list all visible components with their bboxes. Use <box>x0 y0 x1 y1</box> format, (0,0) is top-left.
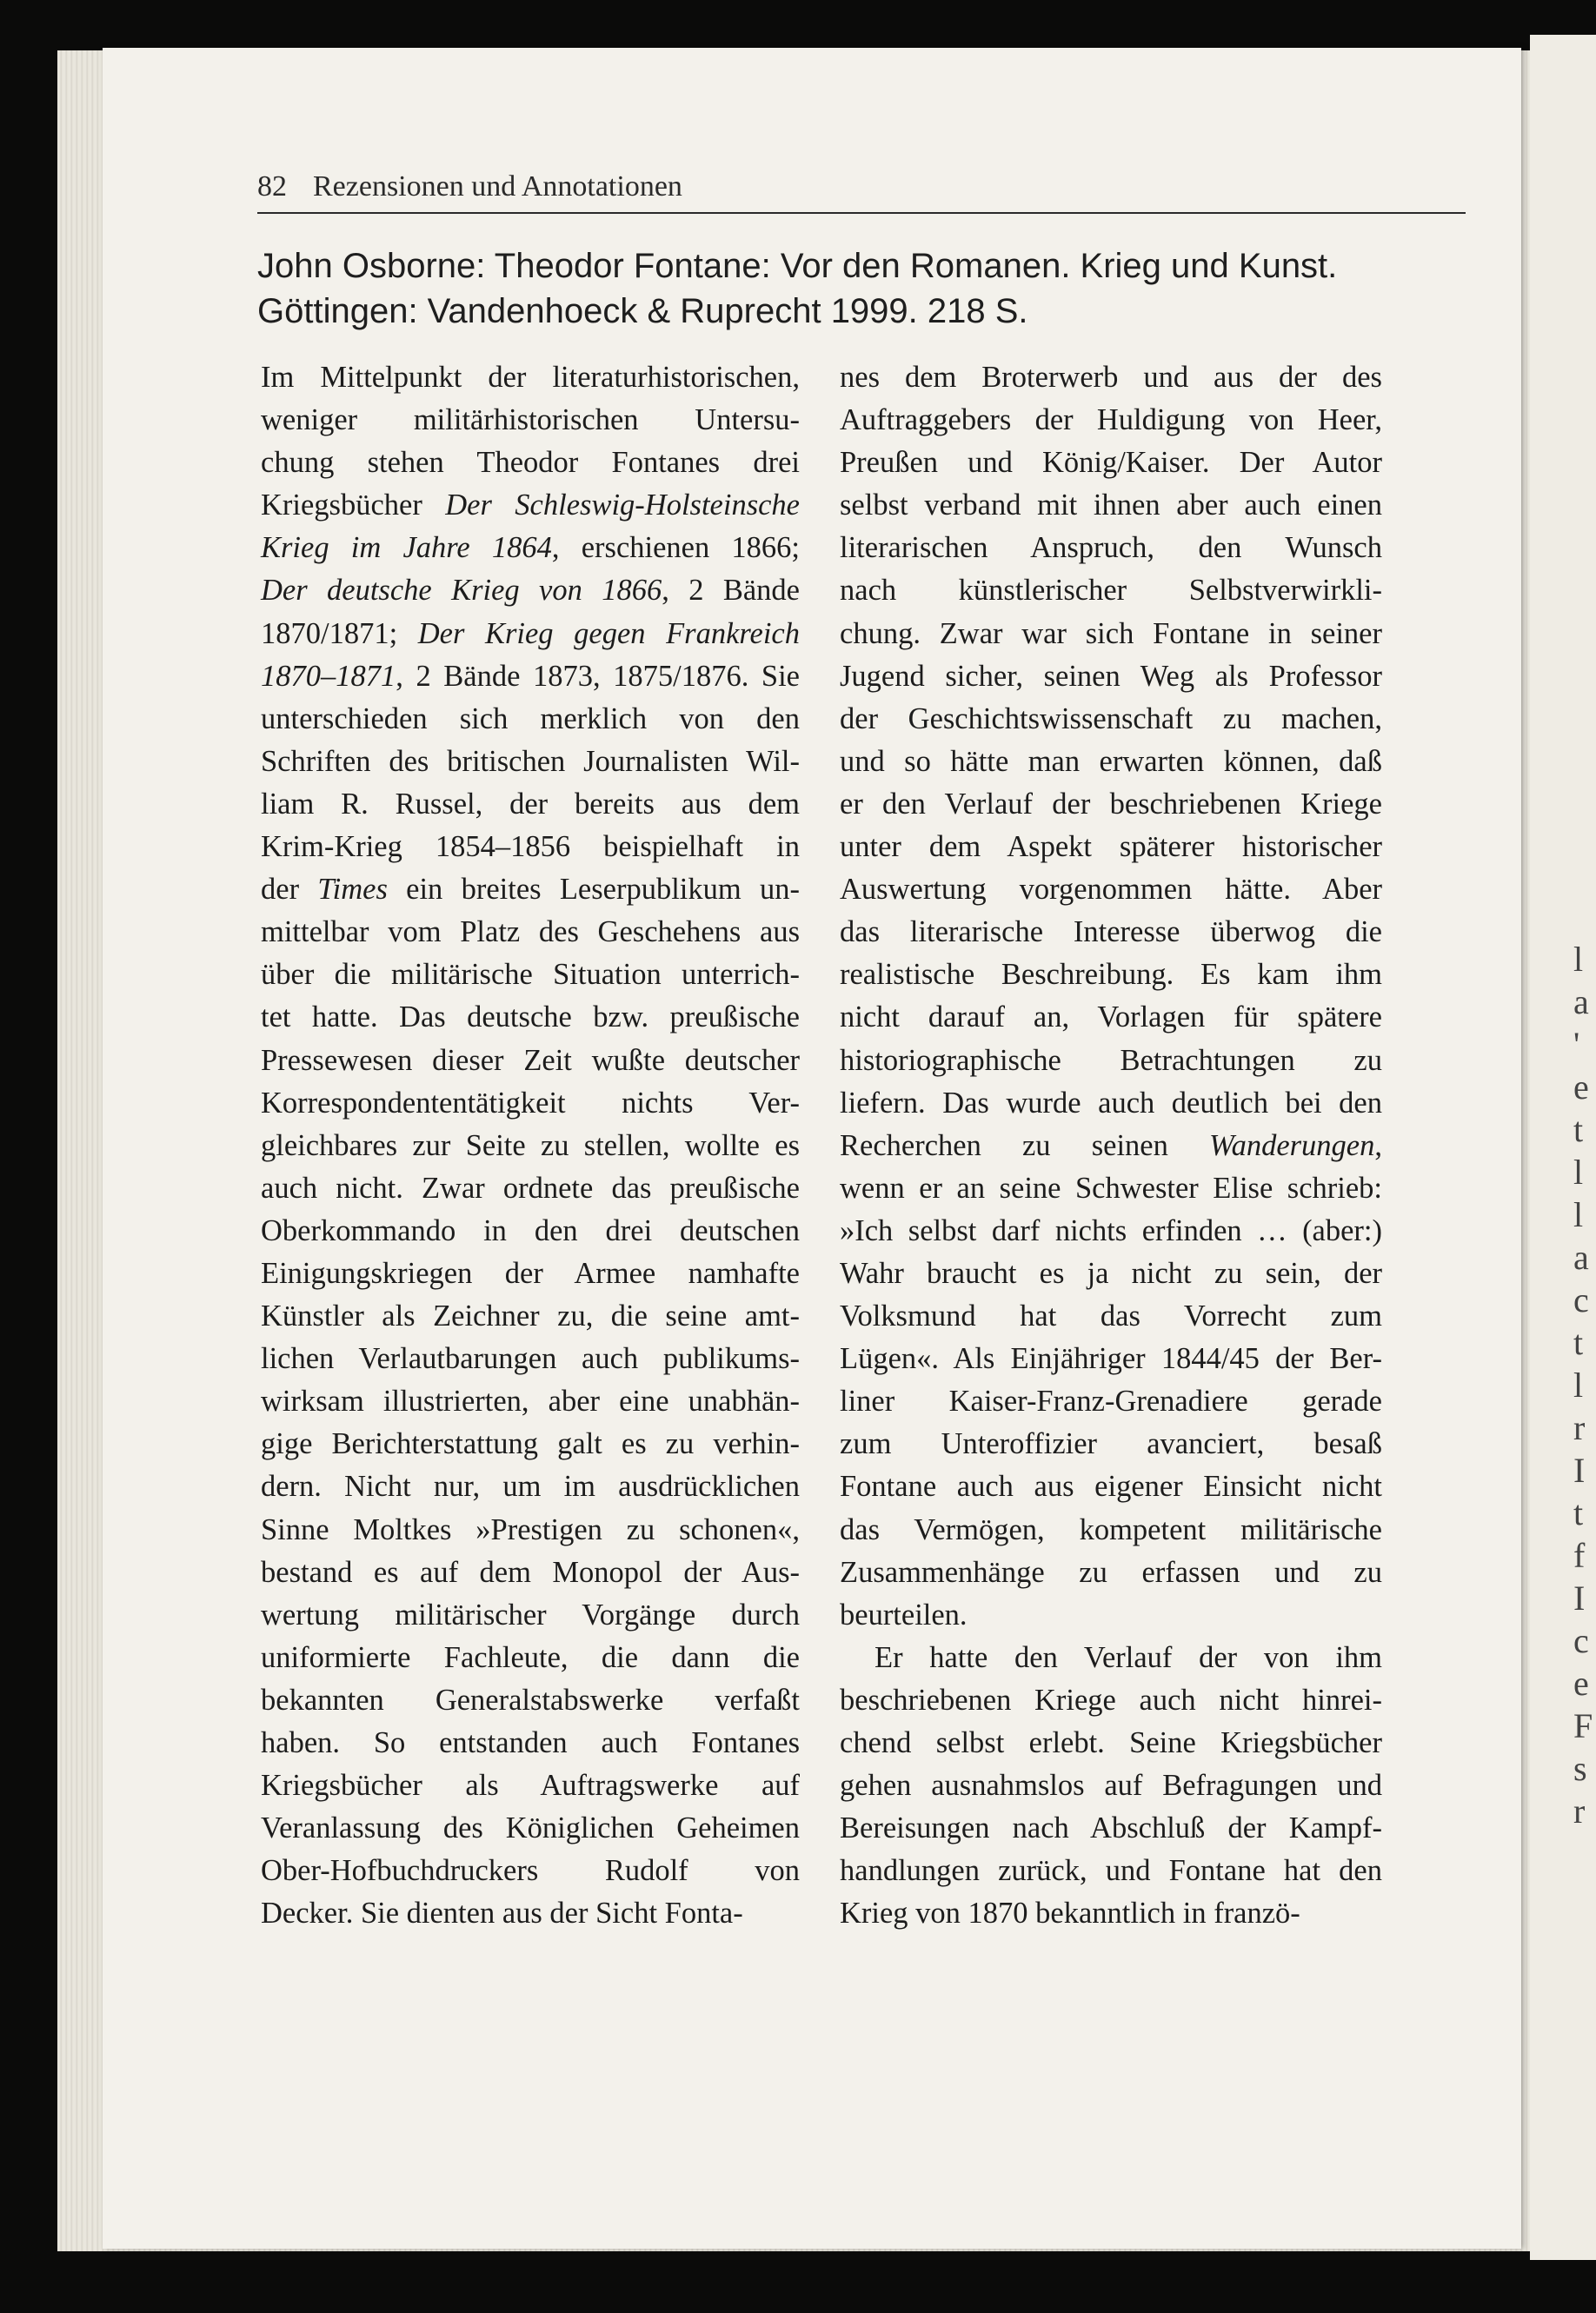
adjacent-page-text-fragment: ' <box>1573 1025 1580 1064</box>
text-line: gleichbares zur Seite zu stellen, wollte es <box>261 1128 800 1162</box>
text-line: zum Unteroffizier avanciert, besaß <box>840 1427 1382 1461</box>
adjacent-page-text-fragment: c <box>1573 1280 1589 1319</box>
text-line: gehen ausnahmslos auf Befragungen und <box>840 1769 1382 1803</box>
text-line: Lügen«. Als Einjähriger 1844/45 der Ber- <box>840 1342 1382 1376</box>
page-number: 82 <box>257 170 287 203</box>
text-line: Krieg von 1870 bekanntlich in franzö- <box>840 1897 1300 1931</box>
text-line: 1870/1871; Der Krieg gegen Frankreich <box>261 616 800 650</box>
running-title: Rezensionen und Annotationen <box>313 170 682 203</box>
text-line: das literarische Interesse überwog die <box>840 915 1382 949</box>
text-line: Kriegsbücher Der Schleswig-Holsteinsche <box>261 489 800 522</box>
text-line: gige Berichterstattung galt es zu verhin- <box>261 1427 800 1461</box>
text-line: Er hatte den Verlauf der von ihm <box>874 1640 1382 1674</box>
text-line: chung stehen Theodor Fontanes drei <box>261 446 800 480</box>
text-line: Zusammenhänge zu erfassen und zu <box>840 1555 1382 1589</box>
text-line: und so hätte man erwarten können, daß <box>840 744 1382 778</box>
text-line: 1870–1871, 2 Bände 1873, 1875/1876. Sie <box>261 659 800 693</box>
adjacent-page-text-fragment: t <box>1573 1323 1584 1362</box>
text-line: Veranlassung des Königlichen Geheimen <box>261 1811 800 1845</box>
text-line: handlungen zurück, und Fontane hat den <box>840 1854 1382 1888</box>
adjacent-page-text-fragment: s <box>1573 1749 1587 1788</box>
text-line: liefern. Das wurde auch deutlich bei den <box>840 1086 1382 1120</box>
text-line: bekannten Generalstabswerke verfaßt <box>261 1683 800 1717</box>
text-line: Decker. Sie dienten aus der Sicht Fonta- <box>261 1897 743 1931</box>
text-line: der Times ein breites Leserpublikum un- <box>261 873 800 907</box>
text-line: Krieg im Jahre 1864, erschienen 1866; <box>261 531 801 565</box>
text-line: Fontane auch aus eigener Einsicht nicht <box>840 1470 1382 1504</box>
text-line: mittelbar vom Platz des Geschehens aus <box>261 915 800 949</box>
text-line: haben. So entstanden auch Fontanes <box>261 1726 800 1759</box>
text-line: selbst verband mit ihnen aber auch einen <box>840 489 1382 522</box>
left-text-column <box>261 356 800 1935</box>
text-line: beurteilen. <box>840 1598 968 1632</box>
text-line: wertung militärischer Vorgänge durch <box>261 1598 800 1632</box>
text-line: bestand es auf dem Monopol der Aus- <box>261 1555 800 1589</box>
text-line: nach künstlerischer Selbstverwirkli- <box>840 574 1382 608</box>
adjacent-page-text-fragment: t <box>1573 1110 1584 1149</box>
header-rule <box>257 212 1466 214</box>
adjacent-page-text-fragment: a <box>1573 1238 1589 1277</box>
text-line: Bereisungen nach Abschluß der Kampf- <box>840 1811 1382 1845</box>
text-line: liner Kaiser-Franz-Grenadiere gerade <box>840 1385 1382 1419</box>
adjacent-page-text-fragment: a <box>1573 982 1589 1021</box>
text-line: Der deutsche Krieg von 1866, 2 Bände <box>261 574 800 608</box>
text-line: wenn er an seine Schwester Elise schrieb: <box>840 1171 1382 1205</box>
text-line: tet hatte. Das deutsche bzw. preußische <box>261 1000 800 1034</box>
text-line: chend selbst erlebt. Seine Kriegsbücher <box>840 1726 1382 1759</box>
text-line: Einigungskriegen der Armee namhafte <box>261 1256 800 1290</box>
text-line: auch nicht. Zwar ordnete das preußische <box>261 1171 800 1205</box>
text-line: weniger militärhistorischen Untersu- <box>261 403 800 437</box>
adjacent-page-text-fragment: F <box>1573 1706 1593 1745</box>
text-line: er den Verlauf der beschriebenen Kriege <box>840 787 1382 821</box>
text-line: uniformierte Fachleute, die dann die <box>261 1640 800 1674</box>
text-line: lichen Verlautbarungen auch publikums- <box>261 1342 800 1376</box>
text-line: nes dem Broterwerb und aus der des <box>840 361 1382 394</box>
adjacent-page-text-fragment: c <box>1573 1621 1589 1660</box>
text-line: chung. Zwar war sich Fontane in seiner <box>840 616 1382 650</box>
text-line: der Geschichtswissenschaft zu machen, <box>840 701 1382 735</box>
text-line: Jugend sicher, seinen Weg als Professor <box>840 659 1382 693</box>
text-line: literarischen Anspruch, den Wunsch <box>840 531 1382 565</box>
text-line: Ober-Hofbuchdruckers Rudolf von <box>261 1854 800 1888</box>
text-line: beschriebenen Kriege auch nicht hinrei- <box>840 1683 1382 1717</box>
text-line: Korrespondententätigkeit nichts Ver- <box>261 1086 800 1120</box>
text-line: Volksmund hat das Vorrecht zum <box>840 1299 1382 1333</box>
review-title-line-1: John Osborne: Theodor Fontane: Vor den Romanen. Krieg und Kunst. <box>257 247 1338 285</box>
text-line: Künstler als Zeichner zu, die seine amt- <box>261 1299 800 1333</box>
adjacent-page-text-fragment: l <box>1573 940 1584 979</box>
adjacent-page-text-fragment: l <box>1573 1195 1584 1234</box>
adjacent-page-text-fragment: r <box>1573 1791 1586 1831</box>
text-line: über die militärische Situation unterrich- <box>261 958 800 992</box>
adjacent-page-text-fragment: l <box>1573 1366 1584 1405</box>
adjacent-page <box>1530 35 1596 2260</box>
text-line: Wahr braucht es ja nicht zu sein, der <box>840 1256 1382 1290</box>
adjacent-page-text-fragment: t <box>1573 1493 1584 1532</box>
text-line: wirksam illustrierten, aber eine unabhän- <box>261 1385 800 1419</box>
review-title <box>257 243 1474 334</box>
text-line: Recherchen zu seinen Wanderungen, <box>840 1128 1382 1162</box>
text-line: Im Mittelpunkt der literaturhistorischen, <box>261 361 800 394</box>
text-line: Krim-Krieg 1854–1856 beispielhaft in <box>261 830 800 864</box>
adjacent-page-text-fragment: e <box>1573 1664 1589 1703</box>
adjacent-page-text-fragment: l <box>1573 1153 1584 1192</box>
adjacent-page-text-fragment: I <box>1573 1579 1586 1618</box>
text-line: unterschieden sich merklich von den <box>261 701 800 735</box>
text-line: »Ich selbst darf nichts erfinden … (aber:) <box>840 1213 1382 1247</box>
adjacent-page-text-fragment: e <box>1573 1067 1589 1107</box>
text-line: dern. Nicht nur, um im ausdrücklichen <box>261 1470 800 1504</box>
text-line: das Vermögen, kompetent militärische <box>840 1512 1382 1546</box>
adjacent-page-text-fragment: f <box>1573 1536 1586 1575</box>
text-line: Auftraggebers der Huldigung von Heer, <box>840 403 1382 437</box>
text-line: Pressewesen dieser Zeit wußte deutscher <box>261 1043 800 1077</box>
text-line: historiographische Betrachtungen zu <box>840 1043 1382 1077</box>
text-line: Sinne Moltkes »Prestigen zu schonen«, <box>261 1512 800 1546</box>
text-line: Oberkommando in den drei deutschen <box>261 1213 800 1247</box>
adjacent-page-text-fragment: r <box>1573 1408 1586 1447</box>
text-line: nicht darauf an, Vorlagen für spätere <box>840 1000 1382 1034</box>
text-line: Kriegsbücher als Auftragswerke auf <box>261 1769 800 1803</box>
text-line: realistische Beschreibung. Es kam ihm <box>840 958 1382 992</box>
running-header <box>257 170 1466 203</box>
text-line: Schriften des britischen Journalisten Wil- <box>261 744 800 778</box>
text-line: Auswertung vorgenommen hätte. Aber <box>840 873 1382 907</box>
adjacent-page-text-fragment: I <box>1573 1451 1586 1490</box>
text-line: Preußen und König/Kaiser. Der Autor <box>840 446 1382 480</box>
text-line: unter dem Aspekt späterer historischer <box>840 830 1382 864</box>
text-line: liam R. Russel, der bereits aus dem <box>261 787 800 821</box>
right-text-column <box>840 356 1382 1935</box>
review-title-line-2: Göttingen: Vandenhoeck & Ruprecht 1999. 218 S. <box>257 292 1028 330</box>
